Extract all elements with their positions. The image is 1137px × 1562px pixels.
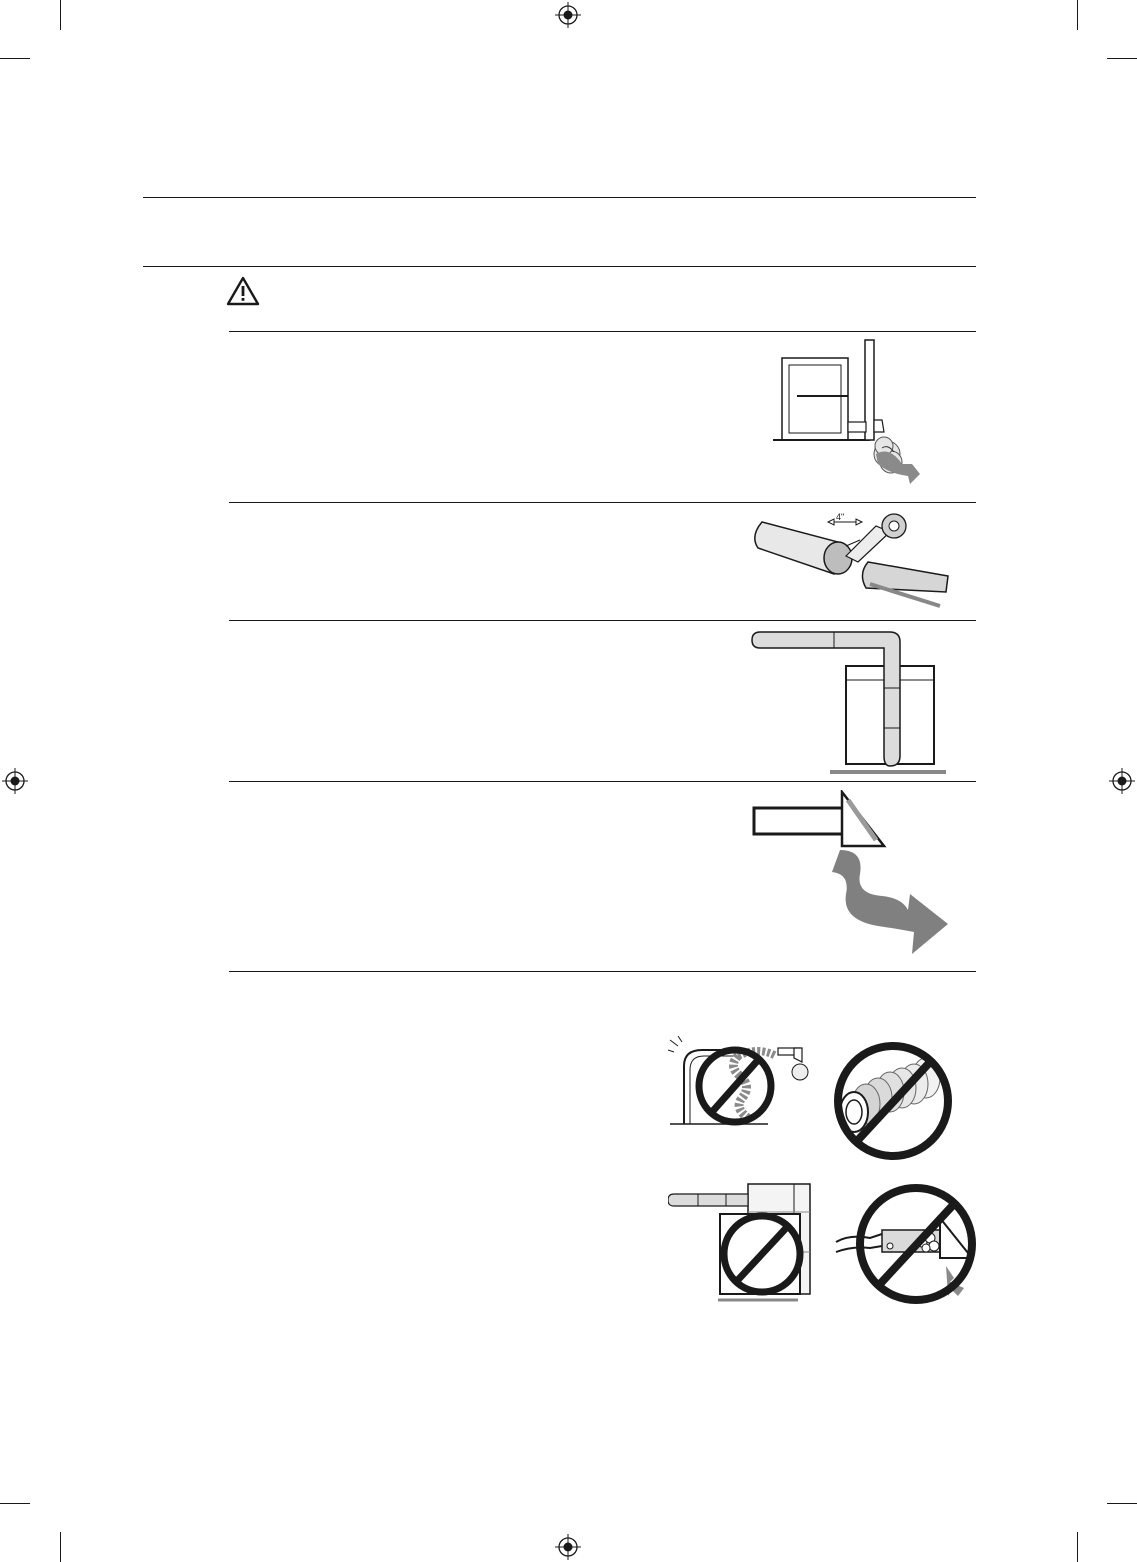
section-divider (229, 331, 976, 332)
exhaust-hood-airflow-illustration (752, 790, 952, 956)
registration-mark-icon (1109, 768, 1135, 794)
vent-routing-over-dryer-illustration (750, 628, 950, 776)
dryer-vent-installation-illustration (770, 336, 940, 488)
crop-mark-top-right-horizontal (1107, 58, 1137, 59)
crop-mark-bottom-right-vertical (1077, 1532, 1078, 1562)
registration-mark-icon (2, 768, 28, 794)
warning-triangle-icon (226, 276, 260, 306)
crop-mark-bottom-left-vertical (60, 1532, 61, 1562)
section-divider (229, 502, 976, 503)
prohibited-crushed-vent-illustration (668, 1182, 816, 1302)
header-rule-top (143, 197, 976, 198)
section-divider (229, 781, 976, 782)
prohibited-clogged-hood-illustration (830, 1182, 978, 1306)
section-divider (229, 620, 976, 621)
header-rule-bottom (143, 266, 976, 267)
section-divider (229, 971, 976, 972)
crop-mark-top-left-horizontal (0, 58, 30, 59)
crop-mark-bottom-left-horizontal (0, 1503, 30, 1504)
crop-mark-top-right-vertical (1077, 0, 1078, 30)
duct-tape-joint-illustration (750, 508, 955, 614)
registration-mark-icon (555, 2, 581, 28)
prohibited-flexible-foil-duct-illustration (830, 1040, 956, 1162)
duct-tape-width-label: 4" (836, 512, 845, 522)
prohibited-kinked-vent-illustration (668, 1036, 818, 1130)
crop-mark-bottom-right-horizontal (1107, 1503, 1137, 1504)
crop-mark-top-left-vertical (60, 0, 61, 30)
registration-mark-icon (555, 1534, 581, 1560)
